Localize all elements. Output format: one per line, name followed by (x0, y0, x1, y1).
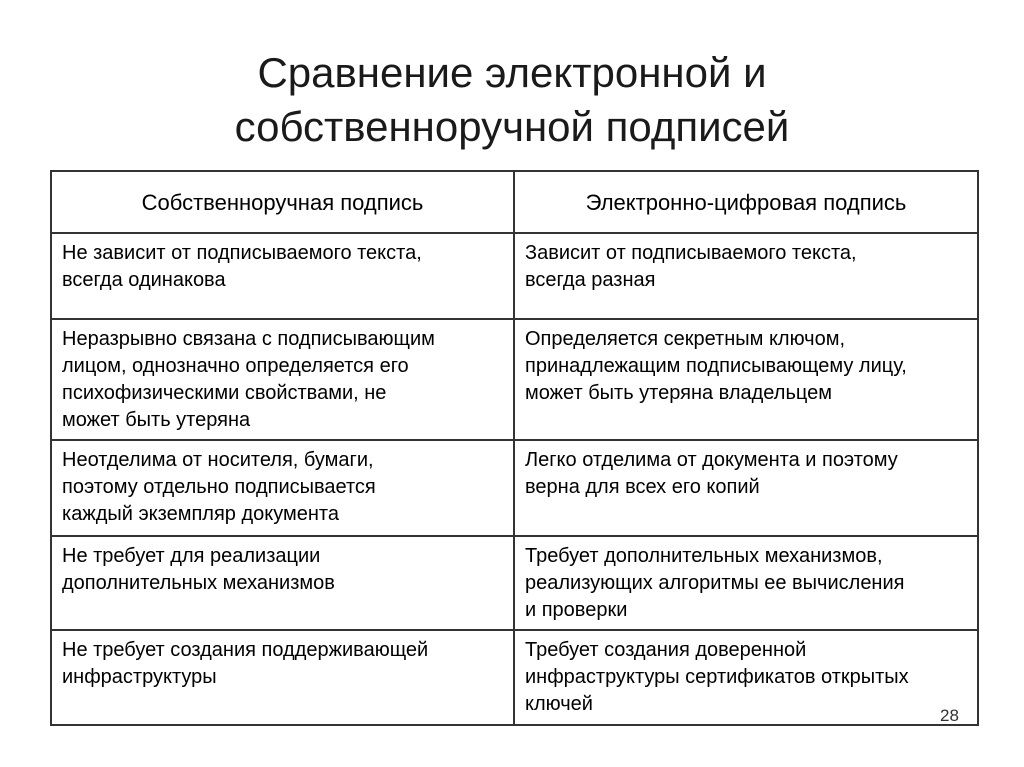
page-number: 28 (940, 706, 959, 725)
cell-line: Требует дополнительных механизмов, (525, 545, 883, 567)
cell-line: всегда одинакова (62, 269, 226, 291)
cell-line: Не требует для реализации (62, 545, 321, 567)
cell-line: дополнительных механизмов (62, 572, 335, 594)
cell-line: Определяется секретным ключом, (525, 328, 845, 350)
cell-line: Легко отделима от документа и поэтому (525, 449, 898, 471)
slide-title (0, 46, 1024, 154)
cell-line: Не зависит от подписываемого текста, (62, 242, 422, 264)
cell-line: Требует создания доверенной (525, 639, 807, 661)
cell-handwritten (51, 233, 514, 319)
cell-handwritten (51, 630, 514, 725)
cell-digital (514, 440, 978, 536)
table-header-row (51, 171, 978, 233)
cell-line: инфраструктуры (62, 666, 217, 688)
cell-line: может быть утеряна владельцем (525, 382, 832, 404)
table-row (51, 319, 978, 440)
cell-digital (514, 536, 978, 630)
cell-line: принадлежащим подписывающему лицу, (525, 355, 907, 377)
cell-digital (514, 233, 978, 319)
cell-line: и проверки (525, 599, 628, 621)
cell-handwritten (51, 440, 514, 536)
table-row (51, 630, 978, 725)
cell-line: может быть утеряна (62, 409, 251, 431)
cell-line: ключей (525, 693, 593, 715)
cell-line: психофизическими свойствами, не (62, 382, 387, 404)
table-row (51, 536, 978, 630)
cell-line: инфраструктуры сертификатов открытых (525, 666, 909, 688)
header-handwritten-signature: Собственноручная подпись (51, 171, 514, 233)
cell-line: каждый экземпляр документа (62, 503, 339, 525)
cell-line: поэтому отдельно подписывается (62, 476, 376, 498)
cell-line: Зависит от подписываемого текста, (525, 242, 857, 264)
cell-line: реализующих алгоритмы ее вычисления (525, 572, 905, 594)
cell-line: Не требует создания поддерживающей (62, 639, 429, 661)
header-digital-signature: Электронно-цифровая подпись (514, 171, 978, 233)
cell-line: всегда разная (525, 269, 656, 291)
cell-line: верна для всех его копий (525, 476, 760, 498)
comparison-table (50, 170, 979, 726)
slide-title-line-2: собственноручной подписей (234, 103, 790, 150)
cell-line: Неотделима от носителя, бумаги, (62, 449, 374, 471)
cell-handwritten (51, 536, 514, 630)
cell-line: лицом, однозначно определяется его (62, 355, 409, 377)
cell-handwritten (51, 319, 514, 440)
cell-digital (514, 630, 978, 725)
cell-digital (514, 319, 978, 440)
table-row (51, 233, 978, 319)
cell-line: Неразрывно связана с подписывающим (62, 328, 435, 350)
slide-title-line-1: Сравнение электронной и (257, 49, 767, 96)
table-row (51, 440, 978, 536)
